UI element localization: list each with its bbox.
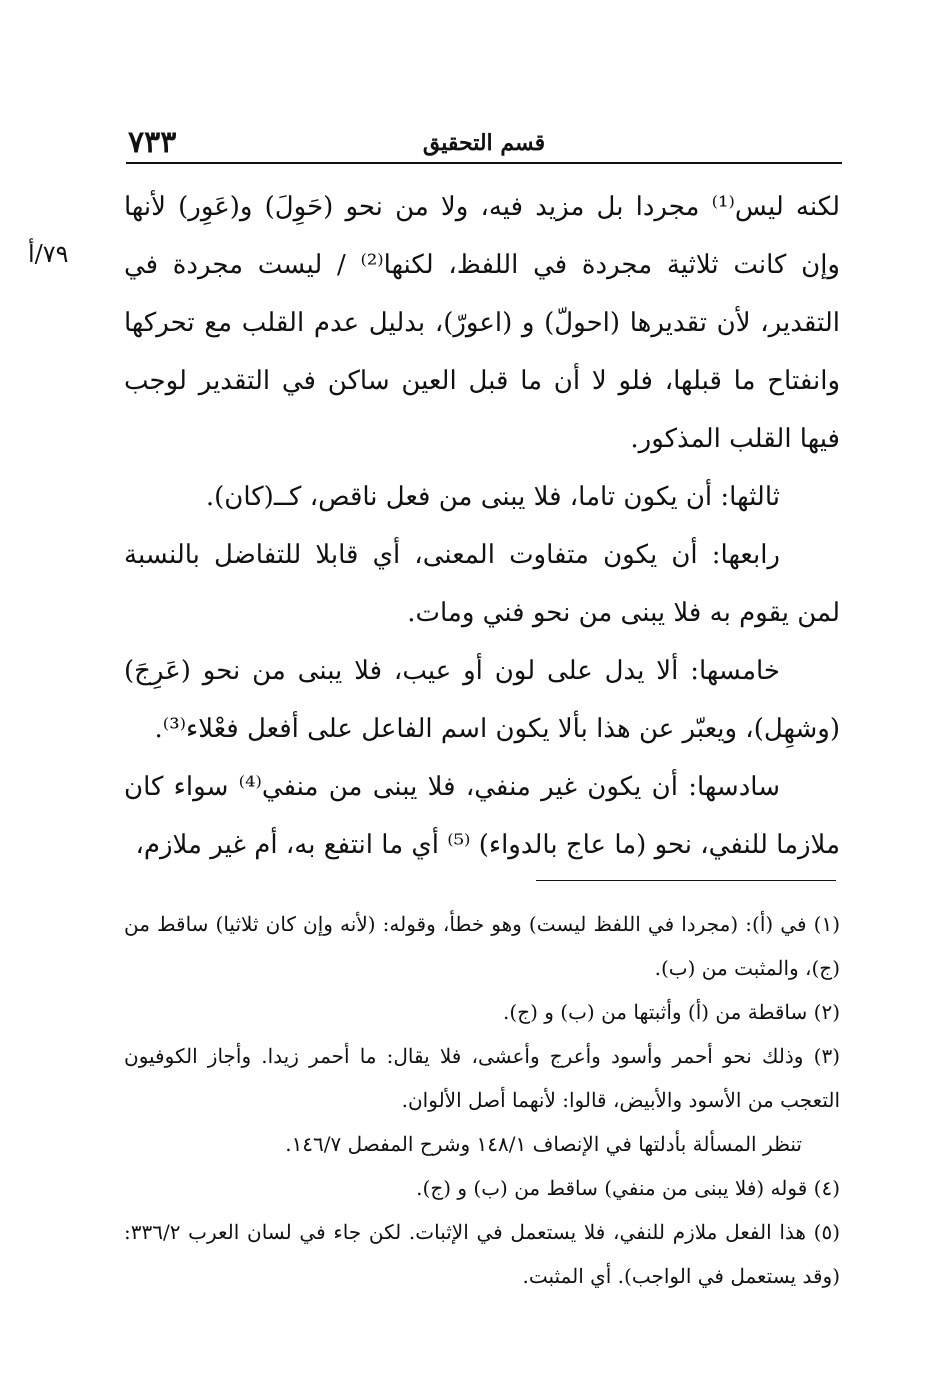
footnote-1 bbox=[124, 902, 840, 990]
paragraph: خامسها: ألا يدل على لون أو عيب، فلا يبنى من نحو (عَرِجَ) (وشهِل)، ويعبّر عن هذا بألا يكون اسم الفاعل على أفعل فعْلاء⁽³⁾. bbox=[124, 656, 840, 744]
page-header bbox=[126, 126, 842, 164]
paragraph: سادسها: أن يكون غير منفي، فلا يبنى من منفي⁽⁴⁾ سواء كان ملازما للنفي، نحو (ما عاج بالدواء) ⁽⁵⁾ أي ما انتفع به، أم غير ملازم، bbox=[124, 772, 840, 860]
paragraph: ثالثها: أن يكون تاما، فلا يبنى من فعل ناقص، كــ(كان). bbox=[205, 482, 780, 512]
footnote-text: هذا الفعل ملازم للنفي، فلا يستعمل في الإثبات. لكن جاء في لسان العرب ٣٣٦/٢: (وقد يستعمل في الواجب). أي المثبت. bbox=[124, 1220, 840, 1288]
page-number: ٧٣٣ bbox=[128, 125, 177, 160]
footnote-label: (٤) bbox=[813, 1176, 840, 1200]
main-text-body bbox=[124, 178, 840, 874]
footnote-4 bbox=[124, 1166, 840, 1210]
paragraph: رابعها: أن يكون متفاوت المعنى، أي قابلا للتفاضل بالنسبة لمن يقوم به فلا يبنى من نحو فني ومات. bbox=[124, 540, 840, 628]
footnote-label: (٢) bbox=[813, 1000, 840, 1024]
footnote-text: في (أ): (مجردا في اللفظ ليست) وهو خطأ، وقوله: (لأنه وإن كان ثلاثيا) ساقط من (ج)، والمثبت من (ب). bbox=[124, 912, 840, 980]
footnote-text: قوله (فلا يبنى من منفي) ساقط من (ب) و (ج). bbox=[416, 1176, 808, 1200]
footnote-2 bbox=[124, 990, 840, 1034]
footnote-text: ساقطة من (أ) وأثبتها من (ب) و (ج). bbox=[503, 1000, 808, 1024]
footnote-label: (٥) bbox=[813, 1220, 840, 1244]
paragraph: لكنه ليس⁽¹⁾ مجردا بل مزيد فيه، ولا من نحو (حَوِلَ) و(عَوِر) لأنها وإن كانت ثلاثية مجردة في اللفظ، لكنها⁽²⁾ / ليست مجردة في التقدير، لأن تقديرها (احولّ) و (اعورّ)، بدليل عدم القلب مع تحركها وانفتاح ما قبلها، فلو لا أن ما قبل العين ساكن في التقدير لوجب فيها القلب المذكور. bbox=[124, 192, 840, 454]
footnote-text: وذلك نحو أحمر وأسود وأعرج وأعشى، فلا يقال: ما أحمر زيدا. وأجاز الكوفيون التعجب من الأسود والأبيض، قالوا: لأنهما أصل الألوان. bbox=[124, 1044, 840, 1112]
running-title: قسم التحقيق bbox=[422, 130, 546, 156]
footnote-label: (١) bbox=[813, 912, 840, 936]
footnote-3 bbox=[124, 1034, 840, 1122]
footnote-3-continuation: تنظر المسألة بأدلتها في الإنصاف ١٤٨/١ وشرح المفصل ١٤٦/٧. bbox=[285, 1132, 802, 1156]
manuscript-folio-reference: ٧٩/أ bbox=[28, 240, 69, 268]
footnotes-section bbox=[124, 902, 840, 1298]
footnote-5 bbox=[124, 1210, 840, 1298]
footnote-divider bbox=[536, 880, 836, 881]
footnote-label: (٣) bbox=[813, 1044, 841, 1068]
